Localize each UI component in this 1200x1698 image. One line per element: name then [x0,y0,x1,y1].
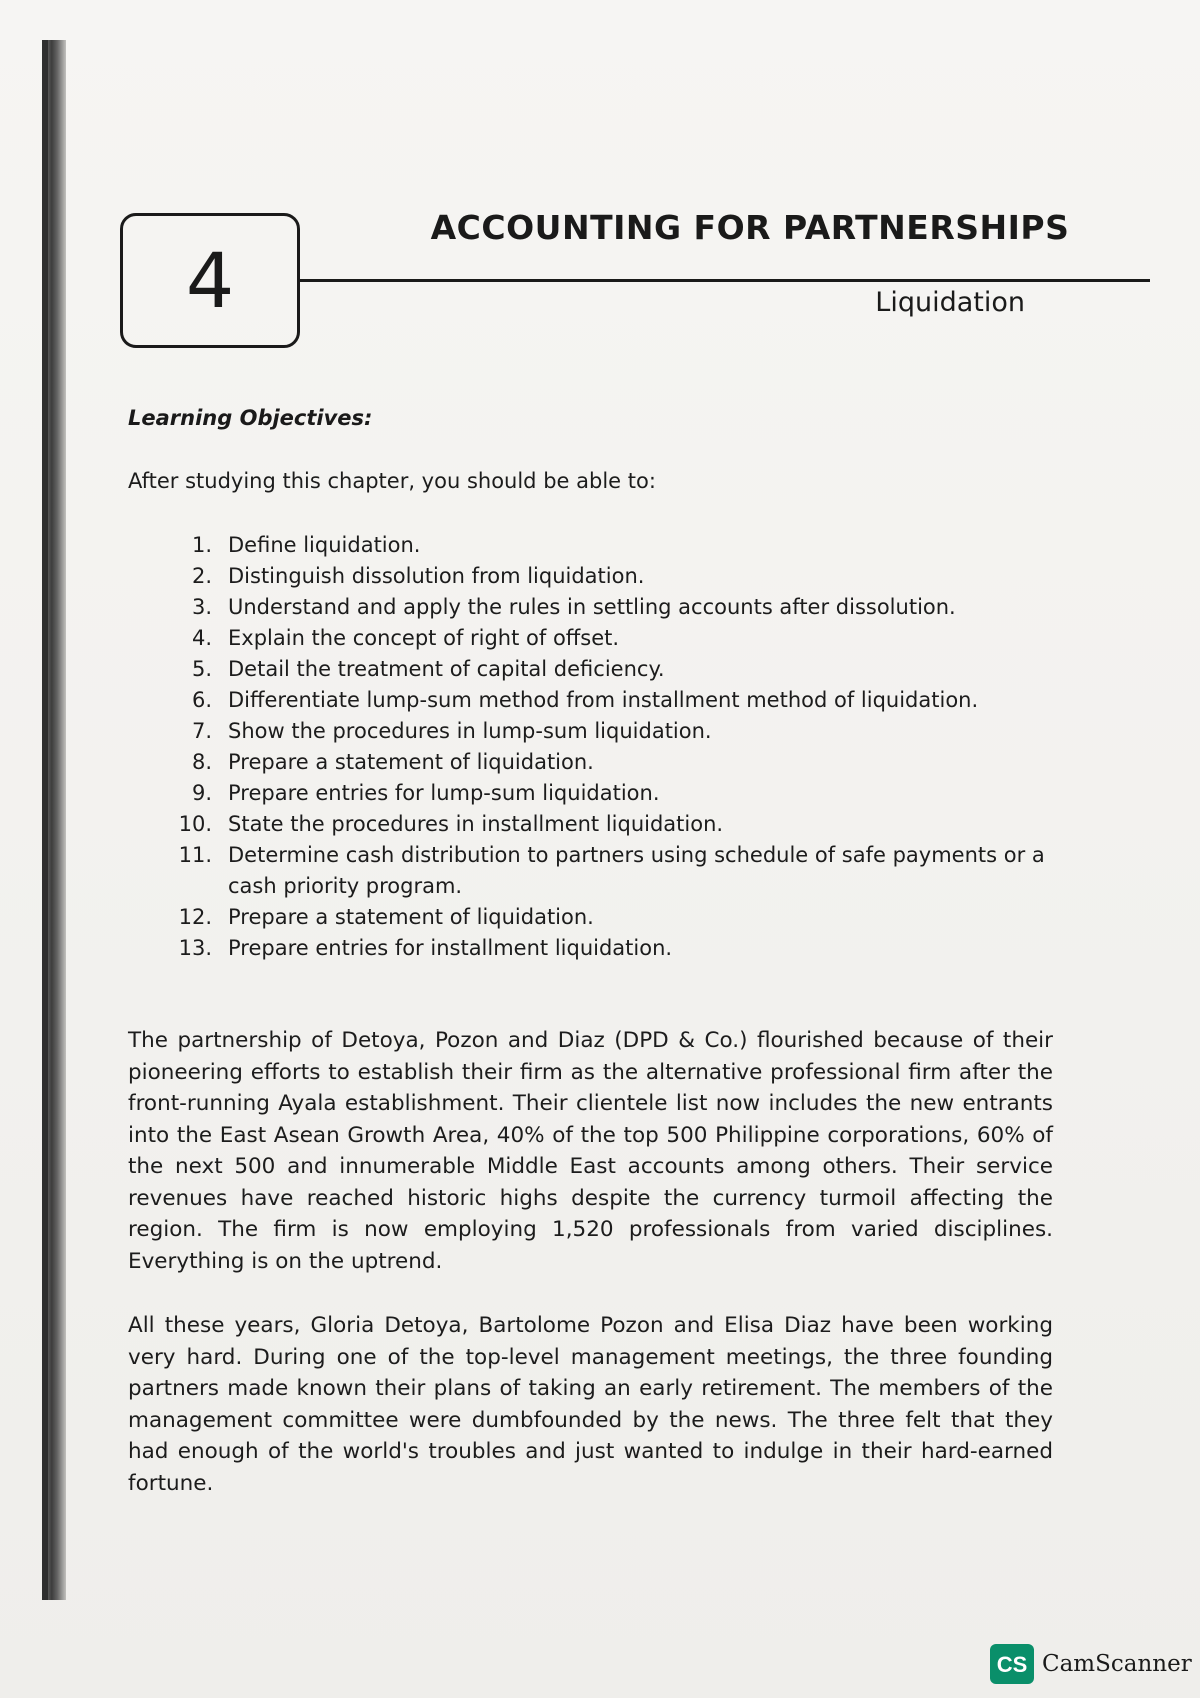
objective-number: 6. [191,688,212,712]
objective-text: Prepare a statement of liquidation. [228,750,594,774]
objective-number: 13. [178,936,212,960]
objectives-intro: After studying this chapter, you should be able to: [128,469,656,493]
objective-number: 12. [178,905,212,929]
objective-text: Understand and apply the rules in settling accounts after dissolution. [228,595,956,619]
objective-number: 7. [191,719,212,743]
chapter-subtitle: Liquidation [875,287,1025,318]
chapter-number-box [120,213,300,348]
objective-item [150,654,1050,685]
objective-item [150,933,1050,964]
chapter-title: ACCOUNTING FOR PARTNERSHIPS [430,208,1070,247]
objective-text: Prepare entries for installment liquidation. [228,936,673,960]
objective-number: 2. [191,564,212,588]
camscanner-logo-text: CS [996,1652,1028,1677]
objective-item [150,902,1050,933]
objective-number: 9. [191,781,212,805]
body-paragraph-2: All these years, Gloria Detoya, Bartolome Pozon and Elisa Diaz have been working very hard. During one of the top-level management meetings, the three founding partners made known their plans of taking an early retirement. The members of the management committee were dumbfounded by the news. The three felt that they had enough of the world's troubles and just wanted to indulge in their hard-earned fortune. [128,1313,1053,1496]
objective-item [150,778,1050,809]
objective-number: 1. [191,533,212,557]
chapter-number: 4 [185,236,235,325]
objective-text: Explain the concept of right of offset. [228,626,620,650]
objective-text: Differentiate lump-sum method from installment method of liquidation. [228,688,979,712]
objective-number: 4. [191,626,212,650]
objective-item [150,530,1050,561]
objective-item [150,592,1050,623]
objective-number: 5. [191,657,212,681]
objective-item [150,685,1050,716]
objective-number: 11. [178,843,212,867]
objective-item [150,561,1050,592]
camscanner-logo-glyph [992,1647,1032,1681]
body-paragraph-1: The partnership of Detoya, Pozon and Diaz (DPD & Co.) flourished because of their pioneering efforts to establish their firm as the alternative professional firm after the front-running Ayala establishment. Their clientele list now includes the new entrants into the East Asean Growth Area, 40% of the top 500 Philippine corporations, 60% of the next 500 and innumerable Middle East accounts among others. Their service revenues have reached historic highs despite the currency turmoil affecting the region. The firm is now employing 1,520 professionals from varied disciplines. Everything is on the uptrend. [128,1028,1053,1274]
objective-text: Detail the treatment of capital deficiency. [228,657,665,681]
objective-number: 3. [191,595,212,619]
camscanner-watermark [990,1644,1192,1684]
camscanner-logo-icon [990,1644,1034,1684]
objective-number: 8. [191,750,212,774]
objective-item [150,747,1050,778]
objective-text: Prepare entries for lump-sum liquidation. [228,781,660,805]
objective-item [150,623,1050,654]
book-binding-shadow [44,40,66,1600]
objective-text: Show the procedures in lump-sum liquidation. [228,719,712,743]
camscanner-label: CamScanner [1042,1651,1192,1677]
objective-item [150,840,1050,902]
objective-text: State the procedures in installment liquidation. [228,812,724,836]
objective-item [150,716,1050,747]
objective-text: Define liquidation. [228,533,421,557]
objectives-list [150,530,1050,964]
objective-item [150,809,1050,840]
title-divider [298,279,1150,282]
learning-objectives-heading: Learning Objectives: [128,406,373,430]
objective-text: Prepare a statement of liquidation. [228,905,594,929]
objective-number: 10. [178,812,212,836]
objective-text: Distinguish dissolution from liquidation. [228,564,645,588]
objective-text: Determine cash distribution to partners using schedule of safe payments or a cash priority program. [228,843,1045,898]
